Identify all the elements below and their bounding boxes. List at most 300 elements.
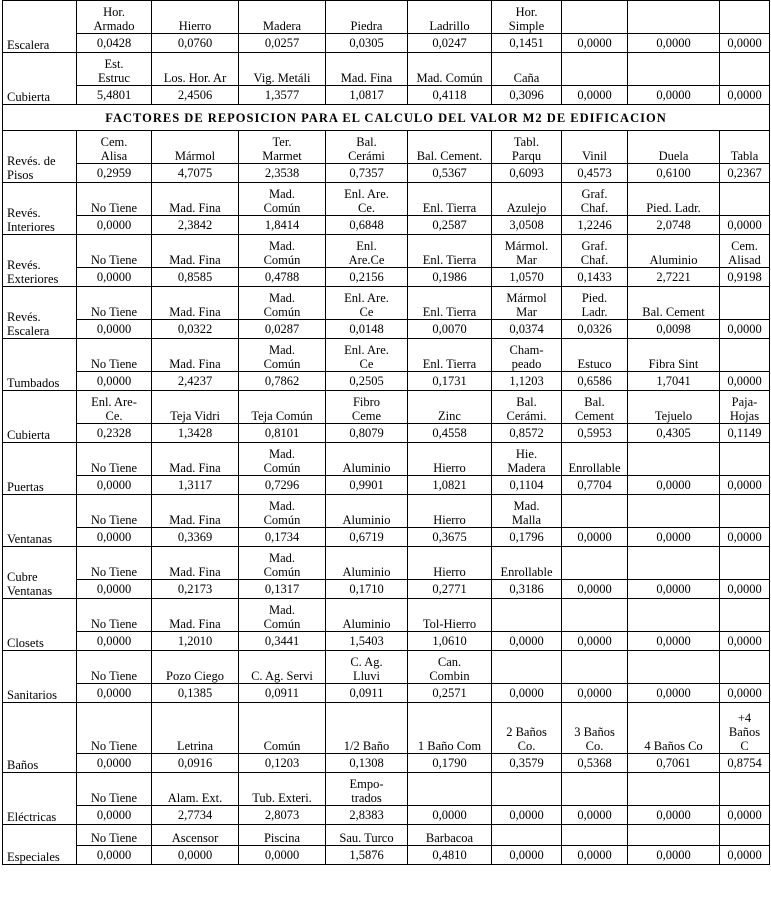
material-label: [720, 547, 770, 580]
factor-value: 0,9901: [326, 476, 408, 495]
material-label: Teja Vidri: [152, 391, 239, 424]
table-row: [3, 580, 770, 599]
material-label: Pied. Ladr.: [628, 183, 720, 216]
factor-value: 0,2587: [408, 216, 492, 235]
factor-value: 0,0000: [562, 684, 628, 703]
material-label: [628, 547, 720, 580]
factor-value: 0,0000: [628, 476, 720, 495]
material-label: Zinc: [408, 391, 492, 424]
material-label: Mad. Común: [239, 287, 326, 320]
material-label: Enl. Tierra: [408, 183, 492, 216]
factor-value: 0,0911: [326, 684, 408, 703]
material-label: Los. Hor. Ar: [152, 53, 239, 86]
factor-value: 0,2173: [152, 580, 239, 599]
table-row: [3, 320, 770, 339]
factor-value: 2,3538: [239, 164, 326, 183]
factor-value: 0,5368: [562, 754, 628, 773]
material-label: Hierro: [408, 443, 492, 476]
material-label: No Tiene: [77, 825, 152, 846]
category-label: Ventanas: [3, 495, 77, 547]
table-row: [3, 703, 770, 754]
material-label: Mármol: [152, 131, 239, 164]
factor-value: 2,8383: [326, 806, 408, 825]
factor-value: 0,1385: [152, 684, 239, 703]
material-label: Barbacoa: [408, 825, 492, 846]
factor-value: 0,0000: [562, 632, 628, 651]
material-label: Mad. Fina: [152, 183, 239, 216]
table-row: [3, 287, 770, 320]
material-label: Aluminio: [628, 235, 720, 268]
category-label: Revés. Escalera: [3, 287, 77, 339]
material-label: Mad. Común: [239, 495, 326, 528]
material-label: +4 Baños C: [720, 703, 770, 754]
material-label: [562, 825, 628, 846]
material-label: Mad. Fina: [152, 443, 239, 476]
material-label: Bal. Cement: [628, 287, 720, 320]
material-label: Mad. Fina: [152, 495, 239, 528]
category-label: Eléctricas: [3, 773, 77, 825]
factor-value: 0,0000: [720, 86, 770, 105]
material-label: Bal. Cement.: [408, 131, 492, 164]
factor-value: 0,1149: [720, 424, 770, 443]
material-label: Mad. Común: [239, 235, 326, 268]
factor-value: 0,0000: [720, 34, 770, 53]
material-label: Mad. Fina: [326, 53, 408, 86]
factor-value: 0,3186: [492, 580, 562, 599]
factor-value: 0,3096: [492, 86, 562, 105]
factor-value: 1,0570: [492, 268, 562, 287]
section-title: FACTORES DE REPOSICION PARA EL CALCULO DEL VALOR M2 DE EDIFICACION: [3, 105, 770, 131]
material-label: Aluminio: [326, 495, 408, 528]
factor-value: 0,8079: [326, 424, 408, 443]
material-label: No Tiene: [77, 287, 152, 320]
material-label: Cem. Alisad: [720, 235, 770, 268]
factor-value: 0,0000: [628, 846, 720, 865]
factor-value: 0,4305: [628, 424, 720, 443]
material-label: C. Ag. Lluvi: [326, 651, 408, 684]
material-label: Tejuelo: [628, 391, 720, 424]
material-label: [562, 1, 628, 34]
table-row: [3, 495, 770, 528]
material-label: Bal. Cerámi.: [492, 391, 562, 424]
material-label: No Tiene: [77, 651, 152, 684]
category-label: Revés. Interiores: [3, 183, 77, 235]
factor-value: 0,0322: [152, 320, 239, 339]
material-label: No Tiene: [77, 235, 152, 268]
factor-value: 0,6586: [562, 372, 628, 391]
factor-value: 0,0760: [152, 34, 239, 53]
factor-value: 0,8585: [152, 268, 239, 287]
factor-value: 0,0098: [628, 320, 720, 339]
material-label: 1 Baño Com: [408, 703, 492, 754]
material-label: Letrina: [152, 703, 239, 754]
material-label: Enl. Tierra: [408, 339, 492, 372]
material-label: Enl. Are. Ce: [326, 287, 408, 320]
material-label: Fibro Ceme: [326, 391, 408, 424]
material-label: Mad. Común: [239, 183, 326, 216]
factor-value: 0,1734: [239, 528, 326, 547]
material-label: [562, 773, 628, 806]
table-row: [3, 1, 770, 34]
material-label: No Tiene: [77, 183, 152, 216]
material-label: Hie. Madera: [492, 443, 562, 476]
factor-value: 0,0000: [720, 320, 770, 339]
material-label: Mad. Común: [239, 339, 326, 372]
factor-value: 0,1308: [326, 754, 408, 773]
material-label: C. Ag. Servi: [239, 651, 326, 684]
material-label: Tub. Exteri.: [239, 773, 326, 806]
factors-table: [2, 0, 770, 865]
category-label: Puertas: [3, 443, 77, 495]
table-row: [3, 846, 770, 865]
factor-value: 0,1731: [408, 372, 492, 391]
material-label: Fibra Sint: [628, 339, 720, 372]
factor-value: 0,0247: [408, 34, 492, 53]
factor-value: 0,1796: [492, 528, 562, 547]
material-label: [562, 599, 628, 632]
material-label: Mad. Fina: [152, 287, 239, 320]
factor-value: 0,8572: [492, 424, 562, 443]
factor-value: 2,7221: [628, 268, 720, 287]
factor-value: 0,0000: [720, 806, 770, 825]
material-label: No Tiene: [77, 495, 152, 528]
category-label: Baños: [3, 703, 77, 773]
factor-value: 0,4558: [408, 424, 492, 443]
category-label: Cubre Ventanas: [3, 547, 77, 599]
material-label: No Tiene: [77, 547, 152, 580]
factor-value: 0,6719: [326, 528, 408, 547]
factor-value: 0,0000: [628, 580, 720, 599]
material-label: Bal. Cement: [562, 391, 628, 424]
material-label: [720, 287, 770, 320]
factor-value: 0,0000: [562, 846, 628, 865]
material-label: [408, 773, 492, 806]
material-label: No Tiene: [77, 773, 152, 806]
material-label: [562, 547, 628, 580]
factor-value: 0,0000: [628, 528, 720, 547]
factor-value: 0,0428: [77, 34, 152, 53]
material-label: Hor. Simple: [492, 1, 562, 34]
material-label: Tabla: [720, 131, 770, 164]
material-label: [720, 1, 770, 34]
material-label: [628, 495, 720, 528]
material-label: Mad. Fina: [152, 547, 239, 580]
material-label: [628, 825, 720, 846]
material-label: Mad. Común: [239, 443, 326, 476]
material-label: Cham- peado: [492, 339, 562, 372]
material-label: Mad. Fina: [152, 599, 239, 632]
factor-value: 0,6093: [492, 164, 562, 183]
factor-value: 1,3117: [152, 476, 239, 495]
material-label: [628, 773, 720, 806]
material-label: Estuco: [562, 339, 628, 372]
factor-value: 0,1710: [326, 580, 408, 599]
factor-value: 0,0000: [408, 806, 492, 825]
material-label: Ladrillo: [408, 1, 492, 34]
material-label: Alam. Ext.: [152, 773, 239, 806]
factor-value: 0,8101: [239, 424, 326, 443]
factor-value: 0,3369: [152, 528, 239, 547]
category-label: Especiales: [3, 825, 77, 865]
table-row: [3, 754, 770, 773]
material-label: Enl. Are. Ce.: [326, 183, 408, 216]
factor-value: 1,2010: [152, 632, 239, 651]
table-row: [3, 684, 770, 703]
factor-value: 1,5403: [326, 632, 408, 651]
factor-value: 0,0000: [562, 806, 628, 825]
table-row: [3, 53, 770, 86]
material-label: Tabl. Parqu: [492, 131, 562, 164]
material-label: Mad. Común: [239, 547, 326, 580]
factor-value: 0,9198: [720, 268, 770, 287]
factor-value: 4,7075: [152, 164, 239, 183]
table-row: [3, 339, 770, 372]
factor-value: 1,0817: [326, 86, 408, 105]
material-label: Enl. Tierra: [408, 287, 492, 320]
material-label: Vinil: [562, 131, 628, 164]
material-label: Empo- trados: [326, 773, 408, 806]
factor-value: 0,1451: [492, 34, 562, 53]
material-label: Hierro: [408, 495, 492, 528]
material-label: No Tiene: [77, 339, 152, 372]
factor-value: 0,0000: [77, 632, 152, 651]
material-label: Hor. Armado: [77, 1, 152, 34]
factor-value: 0,0000: [628, 684, 720, 703]
category-label: Cubierta: [3, 53, 77, 105]
factor-value: 0,4810: [408, 846, 492, 865]
factor-value: 0,0000: [628, 632, 720, 651]
material-label: Azulejo: [492, 183, 562, 216]
material-label: Est. Estruc: [77, 53, 152, 86]
factor-value: 0,7704: [562, 476, 628, 495]
factor-value: 0,0000: [152, 846, 239, 865]
material-label: Paja- Hojas: [720, 391, 770, 424]
factor-value: 2,4506: [152, 86, 239, 105]
factor-value: 1,0610: [408, 632, 492, 651]
material-label: Cem. Alisa: [77, 131, 152, 164]
material-label: [720, 825, 770, 846]
factor-value: 0,2328: [77, 424, 152, 443]
factor-value: 0,0911: [239, 684, 326, 703]
factor-value: 0,1433: [562, 268, 628, 287]
material-label: [492, 825, 562, 846]
table-row: [3, 632, 770, 651]
factor-value: 0,7061: [628, 754, 720, 773]
factor-value: 0,0000: [77, 754, 152, 773]
material-label: Mármol Mar: [492, 287, 562, 320]
category-label: Escalera: [3, 1, 77, 53]
factor-value: 0,5367: [408, 164, 492, 183]
table-row: [3, 806, 770, 825]
category-label: Revés. de Pisos: [3, 131, 77, 183]
factor-value: 0,3675: [408, 528, 492, 547]
table-row: [3, 183, 770, 216]
table-row: [3, 547, 770, 580]
factor-value: 1,1203: [492, 372, 562, 391]
factor-value: 3,0508: [492, 216, 562, 235]
material-label: Ter. Marmet: [239, 131, 326, 164]
factor-value: 0,0000: [628, 34, 720, 53]
material-label: [562, 495, 628, 528]
material-label: [720, 599, 770, 632]
table-row: [3, 391, 770, 424]
factor-value: 1,5876: [326, 846, 408, 865]
factor-value: 0,0148: [326, 320, 408, 339]
material-label: Ascensor: [152, 825, 239, 846]
factor-value: 0,0000: [77, 268, 152, 287]
table-row: [3, 773, 770, 806]
factor-value: 1,3577: [239, 86, 326, 105]
material-label: [562, 651, 628, 684]
factor-value: 0,0000: [720, 372, 770, 391]
material-label: [720, 651, 770, 684]
material-label: Enl. Are.Ce: [326, 235, 408, 268]
factor-value: 0,0000: [77, 320, 152, 339]
table-row: [3, 825, 770, 846]
table-row: [3, 528, 770, 547]
factor-value: 0,0000: [720, 684, 770, 703]
material-label: Enrollable: [562, 443, 628, 476]
material-label: Mad. Fina: [152, 339, 239, 372]
factor-value: 2,7734: [152, 806, 239, 825]
factor-value: 0,0000: [492, 632, 562, 651]
factor-value: 0,7862: [239, 372, 326, 391]
material-label: [628, 651, 720, 684]
factor-value: 2,4237: [152, 372, 239, 391]
material-label: [562, 53, 628, 86]
material-label: No Tiene: [77, 443, 152, 476]
material-label: Mad. Común: [239, 599, 326, 632]
material-label: Pozo Ciego: [152, 651, 239, 684]
factor-value: 0,0000: [77, 216, 152, 235]
material-label: [720, 495, 770, 528]
factor-value: 2,0748: [628, 216, 720, 235]
material-label: [628, 443, 720, 476]
material-label: Aluminio: [326, 599, 408, 632]
factor-value: 1,8414: [239, 216, 326, 235]
factor-value: 0,2771: [408, 580, 492, 599]
factor-value: 0,0000: [239, 846, 326, 865]
factor-value: 0,0000: [77, 476, 152, 495]
table-row: [3, 268, 770, 287]
table-row: [3, 34, 770, 53]
material-label: Vig. Metáli: [239, 53, 326, 86]
factor-value: 1,3428: [152, 424, 239, 443]
factor-value: 1,2246: [562, 216, 628, 235]
factor-value: 0,0000: [720, 476, 770, 495]
material-label: Pied. Ladr.: [562, 287, 628, 320]
factor-value: 0,0000: [77, 580, 152, 599]
material-label: Madera: [239, 1, 326, 34]
factor-value: 0,0916: [152, 754, 239, 773]
material-label: [628, 1, 720, 34]
table-row: [3, 131, 770, 164]
factor-value: 1,0821: [408, 476, 492, 495]
factor-value: 0,0287: [239, 320, 326, 339]
material-label: No Tiene: [77, 703, 152, 754]
factor-value: 0,5953: [562, 424, 628, 443]
factor-value: 0,7296: [239, 476, 326, 495]
factor-value: 0,0000: [77, 684, 152, 703]
factor-value: 0,0374: [492, 320, 562, 339]
material-label: Can. Combin: [408, 651, 492, 684]
factor-value: 0,1790: [408, 754, 492, 773]
factor-value: 0,0000: [492, 806, 562, 825]
material-label: Piedra: [326, 1, 408, 34]
category-label: Tumbados: [3, 339, 77, 391]
category-label: Closets: [3, 599, 77, 651]
material-label: [492, 599, 562, 632]
factor-value: 0,2156: [326, 268, 408, 287]
material-label: Caña: [492, 53, 562, 86]
factor-value: 0,0000: [628, 86, 720, 105]
table-row: [3, 651, 770, 684]
factor-value: 0,6100: [628, 164, 720, 183]
material-label: 4 Baños Co: [628, 703, 720, 754]
factor-value: 0,0000: [492, 846, 562, 865]
material-label: [720, 339, 770, 372]
table-row: [3, 476, 770, 495]
material-label: 3 Baños Co.: [562, 703, 628, 754]
material-label: Mad. Malla: [492, 495, 562, 528]
factor-value: 0,2959: [77, 164, 152, 183]
material-label: Mad. Común: [408, 53, 492, 86]
material-label: [628, 53, 720, 86]
factor-value: 0,0000: [562, 86, 628, 105]
material-label: No Tiene: [77, 599, 152, 632]
material-label: Hierro: [408, 547, 492, 580]
material-label: [720, 53, 770, 86]
factor-value: 0,0000: [562, 580, 628, 599]
factor-value: 0,0000: [628, 806, 720, 825]
table-row: [3, 164, 770, 183]
table-row: [3, 216, 770, 235]
material-label: Graf. Chaf.: [562, 183, 628, 216]
material-label: 1/2 Baño: [326, 703, 408, 754]
material-label: Tol-Hierro: [408, 599, 492, 632]
material-label: Sau. Turco: [326, 825, 408, 846]
factor-value: 0,0000: [720, 632, 770, 651]
factor-value: 0,2571: [408, 684, 492, 703]
table-row: [3, 443, 770, 476]
table-row: [3, 86, 770, 105]
material-label: [720, 443, 770, 476]
table-row: [3, 599, 770, 632]
category-label: Cubierta: [3, 391, 77, 443]
category-label: Sanitarios: [3, 651, 77, 703]
factor-value: 0,1317: [239, 580, 326, 599]
table-row: [3, 424, 770, 443]
material-label: Común: [239, 703, 326, 754]
factor-value: 0,4788: [239, 268, 326, 287]
factor-value: 0,0000: [77, 528, 152, 547]
material-label: [492, 773, 562, 806]
factor-value: 0,4118: [408, 86, 492, 105]
material-label: Duela: [628, 131, 720, 164]
material-label: [720, 183, 770, 216]
factor-value: 0,0000: [562, 34, 628, 53]
factor-value: 0,2367: [720, 164, 770, 183]
category-label: Revés. Exteriores: [3, 235, 77, 287]
factor-value: 0,1203: [239, 754, 326, 773]
material-label: [492, 651, 562, 684]
factor-value: 0,6848: [326, 216, 408, 235]
factor-value: 5,4801: [77, 86, 152, 105]
factor-value: 2,3842: [152, 216, 239, 235]
factor-value: 0,3579: [492, 754, 562, 773]
material-label: Mad. Fina: [152, 235, 239, 268]
section-title-row: [3, 105, 770, 131]
